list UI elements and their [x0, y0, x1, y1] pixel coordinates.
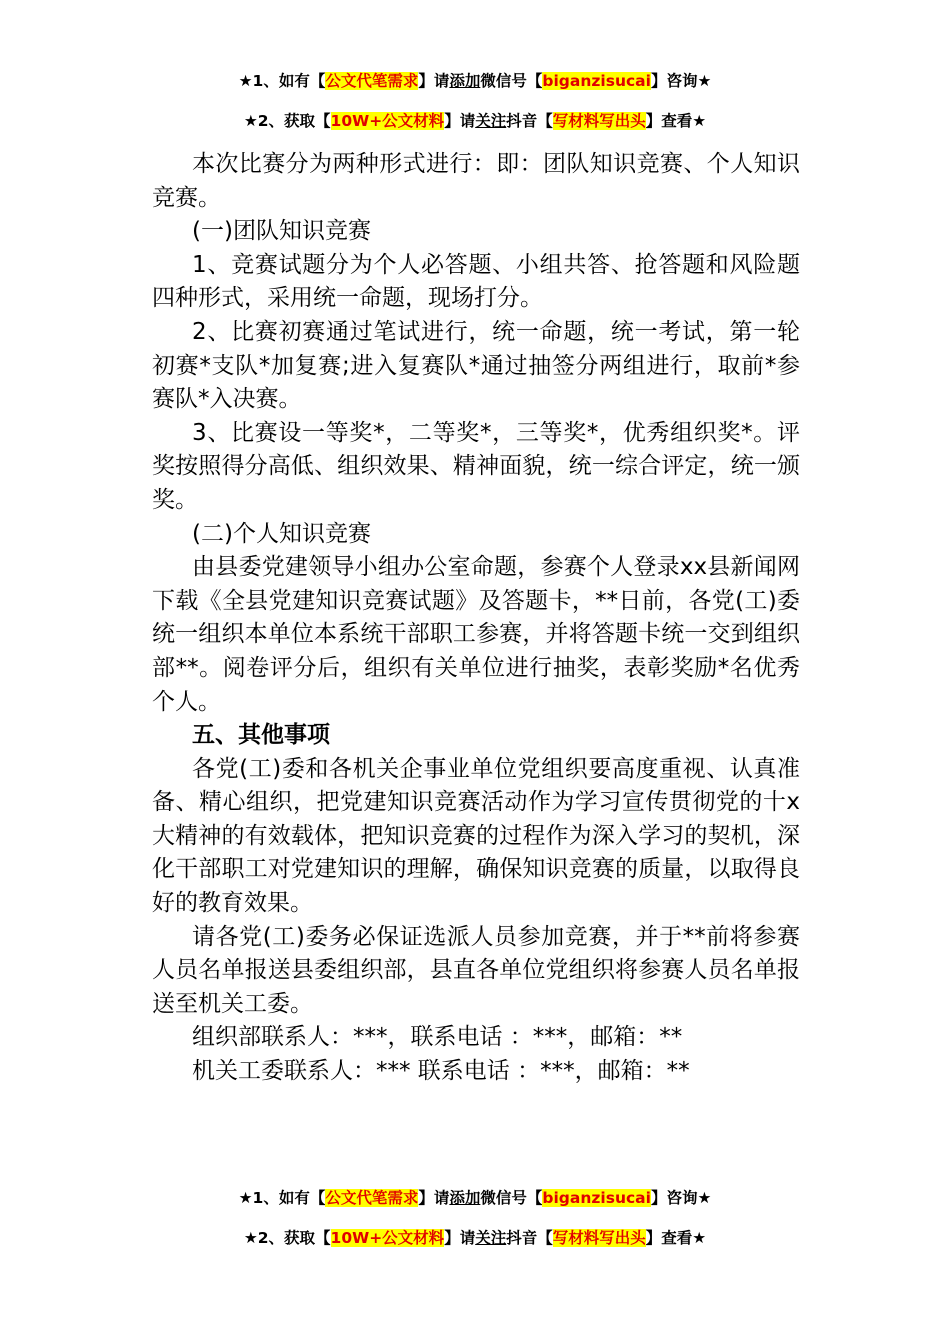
- promo-text: 】请: [444, 1229, 476, 1247]
- promo-text: ★2、获取【: [243, 112, 331, 130]
- contact-line: 机关工委联系人：*** 联系电话 ：***，邮箱：**: [192, 1058, 690, 1085]
- promo-text: 抖音【: [506, 1229, 553, 1247]
- subheading: (一)团队知识竞赛: [192, 218, 371, 245]
- promo-text: ★1、如有【: [238, 1189, 326, 1207]
- paragraph: 1、竞赛试题分为个人必答题、小组共答、抢答题和风险题四种形式，采用统一命题，现场打分。: [152, 251, 800, 312]
- promo-line-2-top: [0, 110, 950, 132]
- promo-highlight: 公文代笔需求: [325, 72, 419, 90]
- document-body: [152, 148, 800, 1089]
- promo-underlined: 添加: [449, 72, 481, 90]
- promo-line-1-bottom: [0, 1187, 950, 1209]
- subheading: (二)个人知识竞赛: [192, 520, 371, 547]
- promo-text: 】查看★: [645, 1229, 707, 1247]
- promo-text: 抖音【: [506, 112, 553, 130]
- promo-highlight: biganzisucai: [542, 72, 651, 90]
- promo-text: ★2、获取【: [243, 1229, 331, 1247]
- promo-text: ★1、如有【: [238, 72, 326, 90]
- contact-line: 组织部联系人：***，联系电话 ：***，邮箱：**: [192, 1024, 683, 1051]
- promo-highlight: 10W+公文材料: [330, 1229, 445, 1247]
- section-heading: 五、其他事项: [192, 722, 330, 749]
- promo-text: 微信号【: [480, 1189, 543, 1207]
- promo-text: 】咨询★: [650, 72, 712, 90]
- promo-highlight: 公文代笔需求: [325, 1189, 419, 1207]
- promo-line-2-bottom: [0, 1227, 950, 1249]
- paragraph: 请各党(工)委务必保证选派人员参加竞赛，并于**前将参赛人员名单报送县委组织部，县直各单位党组织将参赛人员名单报送至机关工委。: [152, 923, 800, 1017]
- promo-highlight: 写材料写出头: [552, 1229, 646, 1247]
- promo-text: 】请: [444, 112, 476, 130]
- promo-underlined: 添加: [449, 1189, 481, 1207]
- promo-underlined: 关注: [475, 112, 507, 130]
- promo-highlight: 10W+公文材料: [330, 112, 445, 130]
- promo-text: 微信号【: [480, 72, 543, 90]
- paragraph: 各党(工)委和各机关企事业单位党组织要高度重视、认真准备、精心组织，把党建知识竞赛活动作为学习宣传贯彻党的十x大精神的有效载体，把知识竞赛的过程作为深入学习的契机，深化干部职工对党建知识的理解，确保知识竞赛的质量，以取得良好的教育效果。: [152, 755, 800, 917]
- promo-highlight: biganzisucai: [542, 1189, 651, 1207]
- promo-highlight: 写材料写出头: [552, 112, 646, 130]
- promo-text: 】咨询★: [650, 1189, 712, 1207]
- paragraph: 3、比赛设一等奖*，二等奖*，三等奖*，优秀组织奖*。评奖按照得分高低、组织效果、精神面貌，统一综合评定，统一颁奖。: [152, 419, 800, 513]
- promo-text: 】请: [418, 1189, 450, 1207]
- promo-text: 】请: [418, 72, 450, 90]
- paragraph: 由县委党建领导小组办公室命题，参赛个人登录xx县新闻网下载《全县党建知识竞赛试题》及答题卡，**日前，各党(工)委统一组织本单位本系统干部职工参赛，并将答题卡统一交到组织部**。阅卷评分后，组织有关单位进行抽奖，表彰奖励*名优秀个人。: [152, 554, 800, 715]
- paragraph: 本次比赛分为两种形式进行：即：团队知识竞赛、个人知识竞赛。: [152, 151, 800, 211]
- paragraph: 2、比赛初赛通过笔试进行，统一命题，统一考试，第一轮初赛*支队*加复赛;进入复赛队*通过抽签分两组进行，取前*参赛队*入决赛。: [152, 318, 800, 413]
- promo-line-1-top: [0, 70, 950, 92]
- promo-underlined: 关注: [475, 1229, 507, 1247]
- promo-text: 】查看★: [645, 112, 707, 130]
